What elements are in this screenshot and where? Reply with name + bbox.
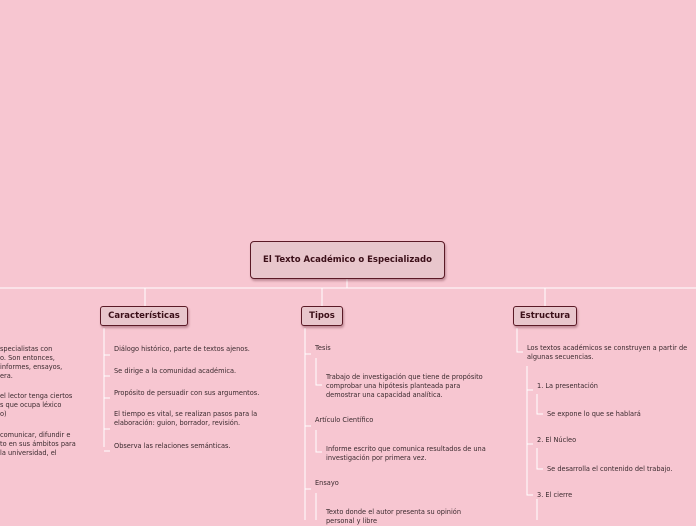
caracteristicas-item[interactable]: Diálogo histórico, parte de textos ajenos. — [114, 345, 250, 353]
root-node[interactable] — [250, 241, 445, 279]
estructura-part-name[interactable]: 3. El cierre — [537, 491, 573, 499]
caracteristicas-item[interactable]: El tiempo es vital, se realizan pasos para la elaboración: guion, borrador, revisión. — [114, 410, 258, 427]
branch-tipos[interactable] — [301, 306, 343, 326]
branch-caracteristicas[interactable] — [100, 306, 188, 326]
estructura-intro[interactable]: Los textos académicos se construyen a partir de algunas secuencias. — [527, 344, 688, 361]
branch-caracteristicas-label: Características — [108, 311, 180, 321]
cutoff-text-1: specialistas con o. Son entonces, informes, ensayos, era. — [0, 345, 63, 380]
estructura-part-desc[interactable]: Se expone lo que se hablará — [547, 410, 641, 418]
root-title: El Texto Académico o Especializado — [263, 254, 432, 265]
estructura-part-name[interactable]: 1. La presentación — [537, 382, 598, 390]
tipos-item-name[interactable]: Ensayo — [315, 479, 339, 487]
tipos-item-desc[interactable]: Texto donde el autor presenta su opinión personal y libre — [326, 508, 462, 525]
caracteristicas-item[interactable]: Observa las relaciones semánticas. — [114, 442, 231, 450]
cutoff-text-2: el lector tenga ciertos s que ocupa léxico o) — [0, 392, 73, 418]
estructura-part-desc[interactable]: Se desarrolla el contenido del trabajo. — [547, 465, 673, 473]
estructura-spine — [517, 328, 523, 352]
tipos-item-desc[interactable]: Trabajo de investigación que tiene de propósito comprobar una hipótesis planteada para demostrar una capacidad analítica. — [326, 373, 483, 399]
branch-tipos-label: Tipos — [309, 311, 335, 321]
tipos-item-name[interactable]: Artículo Científico — [315, 416, 374, 424]
tipos-item-desc[interactable]: Informe escrito que comunica resultados de una investigación por primera vez. — [326, 445, 486, 462]
tipos-item-name[interactable]: Tesis — [315, 344, 331, 352]
caracteristicas-item[interactable]: Propósito de persuadir con sus argumentos. — [114, 389, 260, 397]
cutoff-text-3: comunicar, difundir e to en sus ámbitos para la universidad, el — [0, 431, 76, 457]
branch-estructura[interactable] — [513, 306, 577, 326]
caracteristicas-item[interactable]: Se dirige a la comunidad académica. — [114, 367, 237, 375]
branch-estructura-label: Estructura — [519, 311, 571, 321]
estructura-part-name[interactable]: 2. El Núcleo — [537, 436, 577, 444]
